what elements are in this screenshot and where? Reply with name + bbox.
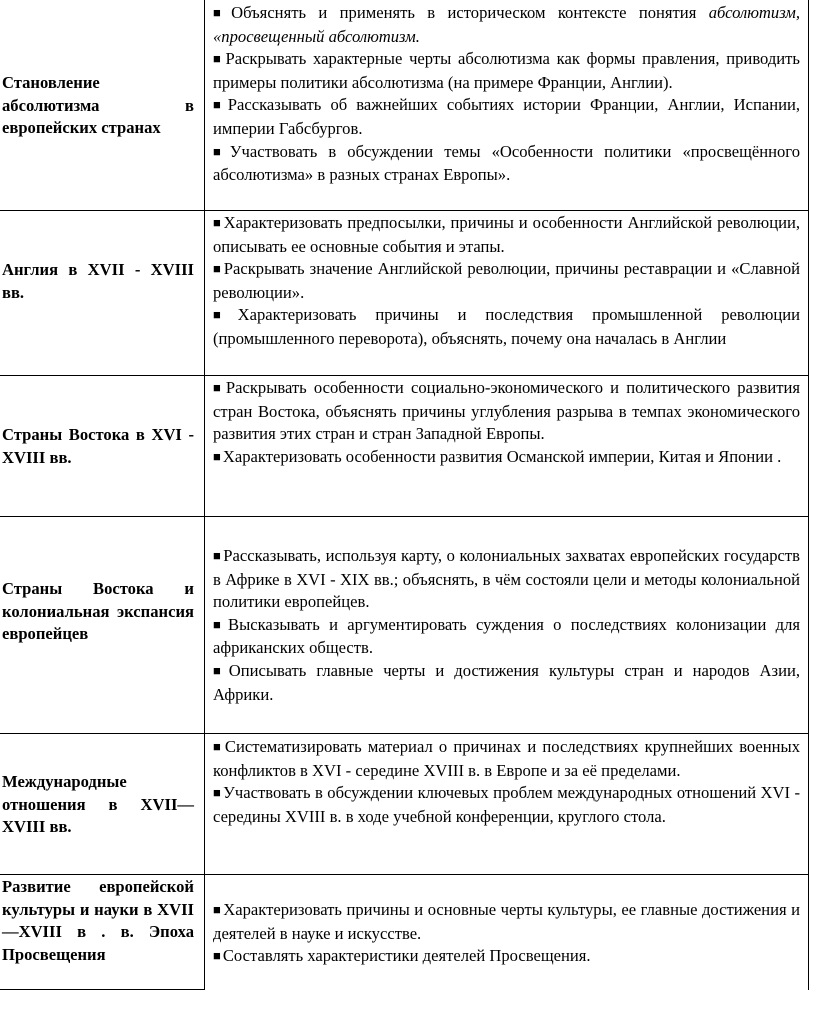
row-divider [0,210,809,211]
bullet-icon: ■ [213,902,222,917]
row-divider [0,733,809,734]
bullet-icon: ■ [213,448,221,464]
list-item: ■ Рассказывать, используя карту, о колониальных захватах европейских государств в Африке в XVI - XIX вв.; объяснять, в чём состояли цели и методы колониальной политики европейцев. [213,546,800,612]
content-cell [213,2,800,187]
row-divider [0,874,809,875]
content-cell [213,736,800,828]
bullet-icon: ■ [213,215,222,230]
bullet-icon: ■ [213,261,222,277]
list-item: ■ Участвовать в обсуждении ключевых проблем международных отношений XVI - середины XVIII в. в ходе учебной конференции, круглого стола. [213,783,800,826]
topic-cell: Международные отношения в XVII—XVIII вв. [2,772,194,837]
list-item: ■ Характеризовать предпосылки, причины и особенности Английской революции, описывать ее основные события и этапы. [213,213,800,256]
bullet-icon: ■ [213,143,228,159]
list-item: ■ Характеризовать причины и последствия промышленной революции (промышленного переворота), объяснять, почему она началась в Англии [213,305,800,348]
bullet-icon: ■ [213,548,222,563]
topic-cell: Страны Востока и колониальная экспансия европейцев [2,579,194,644]
list-item: ■ Объяснять и применять в историческом контексте понятия абсолютизм, «просвещенный абсолютизм. [213,3,800,46]
row-divider [0,375,809,376]
row-divider [0,516,809,517]
topic-cell: Страны Востока в XVI - XVIII вв. [2,425,194,467]
bullet-icon: ■ [213,307,236,323]
bullet-icon: ■ [213,739,223,754]
list-item: ■ Раскрывать особенности социально-экономического и политического развития стран Востока, объяснять причины углубления разрыва в темпах экономического развития этих стран и стран Западной Европы. [213,378,801,444]
bullet-icon: ■ [213,5,230,20]
table-bottom-border [0,989,204,990]
content-cell [213,212,800,351]
bullet-icon: ■ [213,662,227,678]
list-item: ■ Раскрывать характерные черты абсолютизма как формы правления, приводить примеры политики абсолютизма (на примере Франции, Англии). [213,49,800,92]
list-item: ■ Систематизировать материал о причинах и последствиях крупнейших военных конфликтов в XVI - середине XVIII в. в Европе и за её пределами. [213,737,800,780]
list-item: ■ Раскрывать значение Английской революции, причины реставрации и «Славной революции». [213,259,800,302]
list-item: ■ Участвовать в обсуждении темы «Особенности политики «просвещённого абсолютизма» в разных странах Европы». [213,141,800,185]
topic-cell: Становление абсолютизма в европейских странах [2,73,194,138]
content-cell [213,899,800,969]
list-item: ■ Характеризовать причины и основные черты культуры, ее главные достижения и деятелей в науке и искусстве. [213,900,801,943]
list-item: ■ Высказывать и аргументировать суждения о последствиях колонизации для африканских обществ. [213,614,800,658]
list-item: ■ Описывать главные черты и достижения культуры стран и народов Азии, Африки. [213,660,800,704]
table-right-border [808,0,809,990]
bullet-icon: ■ [213,948,221,964]
content-cell [213,377,800,469]
bullet-icon: ■ [213,785,222,801]
bullet-icon: ■ [213,97,226,113]
list-item: ■ Составлять характеристики деятелей Просвещения. [213,946,591,966]
bullet-icon: ■ [213,51,224,67]
content-cell [213,545,800,706]
topic-cell: Развитие европейской культуры и науки в XVII—XVIII в . в. Эпоха Просвещения [2,877,194,964]
list-item: ■ Рассказывать об важнейших событиях истории Франции, Англии, Испании, империи Габсбургов. [213,95,800,138]
bullet-icon: ■ [213,616,226,632]
bullet-icon: ■ [213,380,224,395]
list-item: ■ Характеризовать особенности развития Османской империи, Китая и Японии . [213,446,782,466]
topic-cell: Англия в XVII - XVIII вв. [2,260,194,302]
column-divider [204,0,205,990]
